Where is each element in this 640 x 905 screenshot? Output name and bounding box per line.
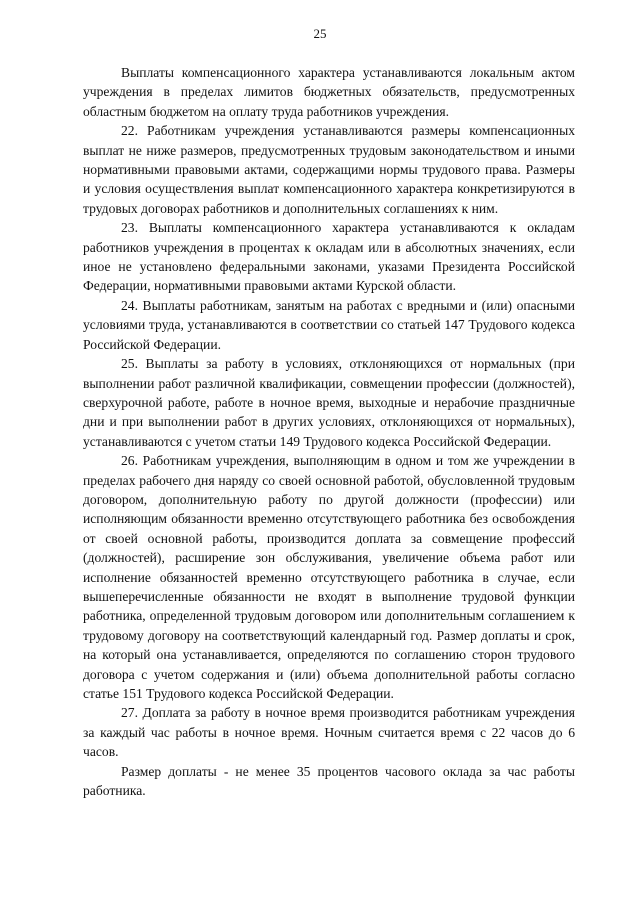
paragraph-26: 26. Работникам учреждения, выполняющим в одном и том же учреждении в пределах рабочего дня наряду со своей основной работой, обусловленной трудовым договором, дополнительную работу по другой должности (профессии) или исполняющим обязанности временно отсутствующего работника без освобождения от своей основной работы, производится доплата за совмещение профессий (должностей), расширение зон обслуживания, увеличение объема работ или исполнение обязанностей временно отсутствующего работника в случае, если вышеперечисленные обязанности не входят в выполнение трудовой функции работника, определенной трудовым договором или дополнительным соглашением к трудовому договору на соответствующий календарный год. Размер доплаты и срок, на который она устанавливается, определяются по соглашению сторон трудового договора с учетом содержания и (или) объема дополнительной работы согласно статье 151 Трудового кодекса Российской Федерации. <box>83 453 575 701</box>
page-number: 25 <box>313 26 327 41</box>
document-body <box>83 63 575 800</box>
paragraph-22: 22. Работникам учреждения устанавливаются размеры компенсационных выплат не ниже размеров, предусмотренных трудовым законодательством и иными нормативными правовыми актами, содержащими нормы трудового права. Размеры и условия осуществления выплат компенсационного характера конкретизируются в трудовых договорах работников и дополнительных соглашениях к ним. <box>83 123 575 216</box>
paragraph-27: 27. Доплата за работу в ночное время производится работникам учреждения за каждый час работы в ночное время. Ночным считается время с 22 часов до 6 часов. <box>83 705 575 760</box>
paragraph-25: 25. Выплаты за работу в условиях, отклоняющихся от нормальных (при выполнении работ различной квалификации, совмещении профессии (должностей), сверхурочной работе, работе в ночное время, выходные и нерабочие праздничные дни и при выполнении работ в других условиях, отклоняющихся от нормальных), устанавливаются с учетом статьи 149 Трудового кодекса Российской Федерации. <box>83 356 575 449</box>
paragraph-compensation-intro: Выплаты компенсационного характера устанавливаются локальным актом учреждения в пределах лимитов бюджетных обязательств, предусмотренных областным бюджетом на оплату труда работников учреждения. <box>83 65 575 119</box>
paragraph-24: 24. Выплаты работникам, занятым на работах с вредными и (или) опасными условиями труда, устанавливаются в соответствии со статьей 147 Трудового кодекса Российской Федерации. <box>83 297 575 352</box>
paragraph-night-rate: Размер доплаты - не менее 35 процентов часового оклада за час работы работника. <box>83 763 575 799</box>
paragraph-23: 23. Выплаты компенсационного характера устанавливаются к окладам работников учреждения в процентах к окладам или в абсолютных значениях, если иное не установлено федеральными законами, указами Президента Российской Федерации, нормативными правовыми актами Курской области. <box>83 220 575 294</box>
